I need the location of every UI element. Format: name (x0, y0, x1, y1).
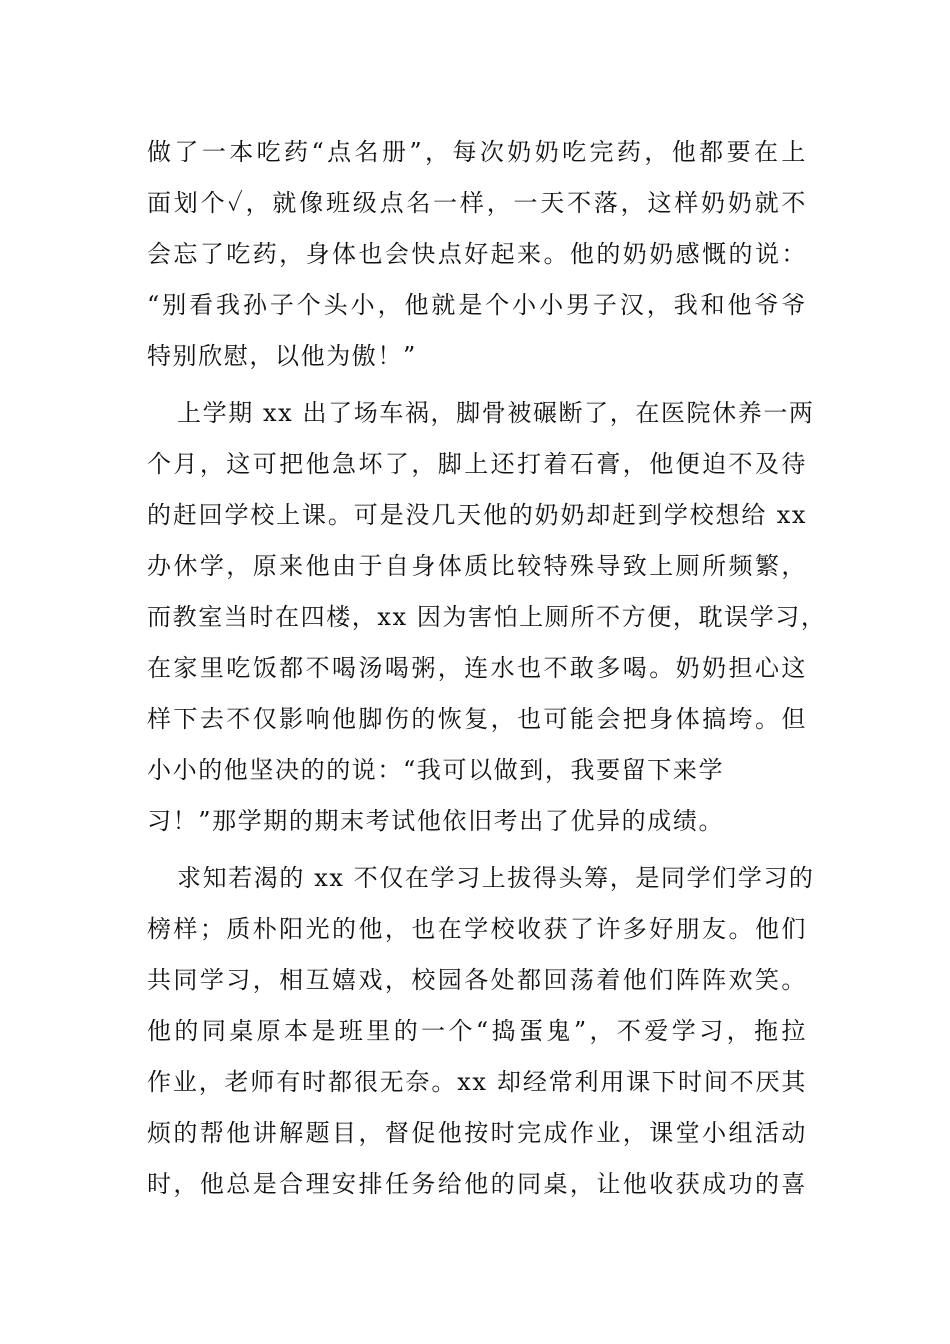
text-line: 个月，这可把他急坏了，脚上还打着石膏，他便迫不及待 (147, 450, 807, 478)
text-line: 作业，老师有时都很无奈。xx 却经常利用课下时间不厌其 (147, 1068, 807, 1096)
body-text (147, 130, 827, 1213)
text-line: 而教室当时在四楼，xx 因为害怕上厕所不方便，耽误学习， (147, 603, 827, 631)
text-line: 的赶回学校上课。可是没几天他的奶奶却赶到学校想给 xx (147, 501, 807, 529)
text-line: 习！”那学期的期末考试他依旧考出了优异的成绩。 (147, 807, 725, 835)
text-line: 面划个✓，就像班级点名一样，一天不落，这样奶奶就不 (147, 189, 807, 217)
text-line: 榜样；质朴阳光的他，也在学校收获了许多好朋友。他们 (147, 915, 807, 943)
text-line: 上学期 xx 出了场车祸，脚骨被碾断了，在医院休养一两 (177, 399, 815, 427)
text-line: 在家里吃饭都不喝汤喝粥，连水也不敢多喝。奶奶担心这 (147, 654, 807, 682)
text-line: 烦的帮他讲解题目，督促他按时完成作业，课堂小组活动 (147, 1119, 807, 1147)
text-line: 样下去不仅影响他脚伤的恢复，也可能会把身体搞垮。但 (147, 705, 807, 733)
text-line: 求知若渴的 xx 不仅在学习上拔得头筹，是同学们学习的 (177, 864, 815, 892)
paragraph-1 (147, 130, 807, 385)
text-line: 会忘了吃药，身体也会快点好起来。他的奶奶感慨的说： (147, 240, 807, 268)
text-line: “别看我孙子个头小，他就是个小小男子汉，我和他爷爷 (147, 291, 807, 319)
text-line: 特别欣慰，以他为傲！” (147, 342, 417, 370)
text-line: 小小的他坚决的的说：“我可以做到，我要留下来学 (147, 756, 725, 784)
paragraph-3 (147, 856, 815, 1213)
paragraph-2 (147, 391, 827, 850)
text-line: 做了一本吃药“点名册”，每次奶奶吃完药，他都要在上 (147, 138, 807, 166)
text-line: 共同学习，相互嬉戏，校园各处都回荡着他们阵阵欢笑。 (147, 966, 807, 994)
text-line: 他的同桌原本是班里的一个“捣蛋鬼”，不爱学习，拖拉 (147, 1017, 807, 1045)
text-line: 办休学，原来他由于自身体质比较特殊导致上厕所频繁， (147, 552, 807, 580)
text-line: 时，他总是合理安排任务给他的同桌，让他收获成功的喜 (147, 1170, 807, 1198)
